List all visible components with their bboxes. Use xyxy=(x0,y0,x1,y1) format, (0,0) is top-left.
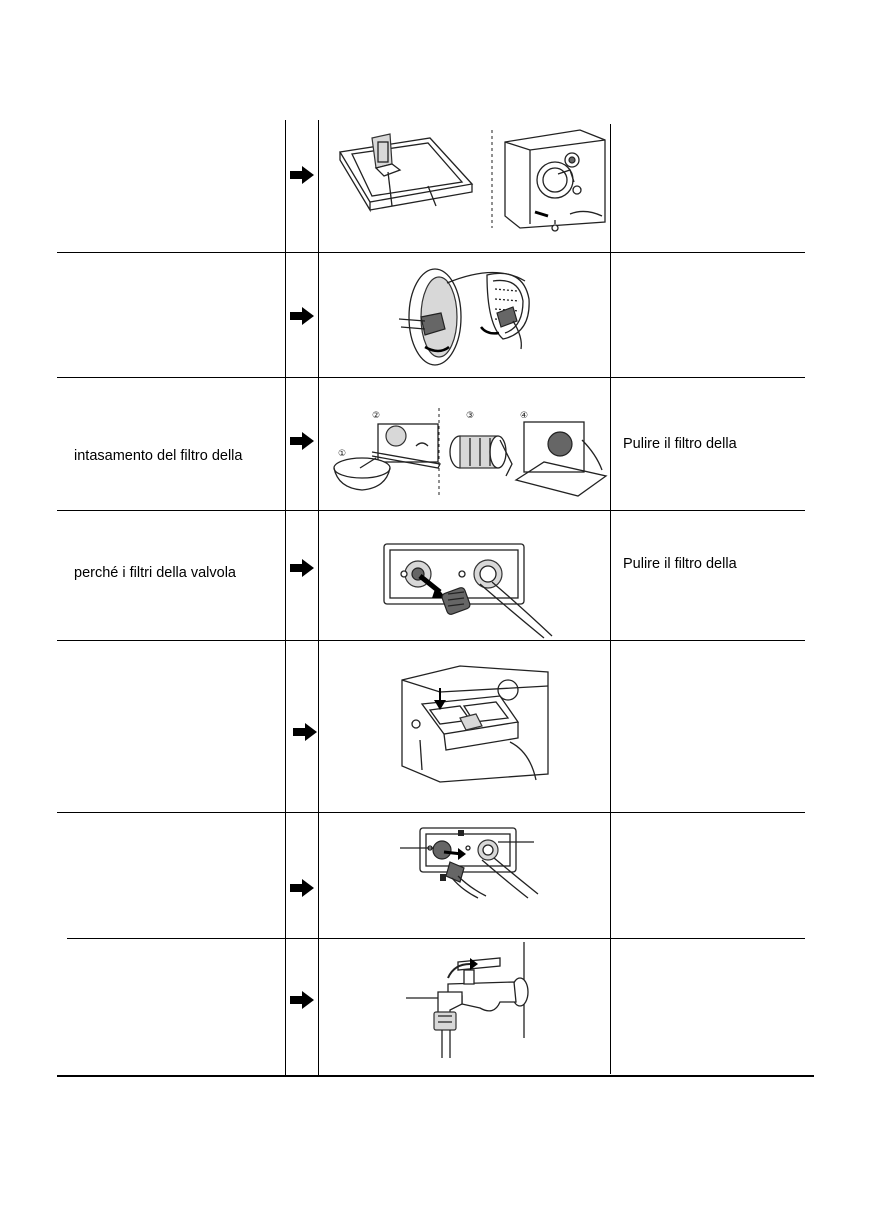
row-divider-3 xyxy=(57,510,805,511)
cause-text-row-3: intasamento del filtro della xyxy=(74,448,243,464)
door-gasket-cleaning-illustration xyxy=(395,255,545,375)
right-arrow-icon xyxy=(292,722,318,742)
solution-text-row-4: Pulire il filtro della xyxy=(623,556,737,572)
cause-text-row-4: perché i filtri della valvola xyxy=(74,565,236,581)
row-divider-5 xyxy=(57,812,805,813)
row-divider-2 xyxy=(57,377,805,378)
step-3-label: ③ xyxy=(466,411,475,421)
step-1-label: ① xyxy=(338,449,347,459)
right-arrow-icon xyxy=(289,990,315,1010)
right-arrow-icon xyxy=(289,558,315,578)
detergent-drawer-illustration xyxy=(400,662,550,786)
row-divider-6 xyxy=(67,938,805,939)
inlet-hose-connection-illustration xyxy=(398,818,548,904)
right-arrow-icon xyxy=(289,878,315,898)
right-arrow-icon xyxy=(289,431,315,451)
column-divider-1 xyxy=(285,120,286,1076)
right-arrow-icon xyxy=(289,165,315,185)
packaging-base-and-transit-bolts-illustration xyxy=(330,124,610,244)
column-divider-3 xyxy=(610,124,611,1074)
solution-text-row-3: Pulire il filtro della xyxy=(623,436,737,452)
step-2-label: ② xyxy=(372,411,381,421)
step-4-label: ④ xyxy=(520,411,529,421)
drain-filter-cleaning-illustration xyxy=(320,404,610,504)
column-divider-2 xyxy=(318,120,319,1076)
row-divider-1 xyxy=(57,252,805,253)
table-bottom-rule xyxy=(57,1075,814,1077)
inlet-valve-filter-illustration xyxy=(380,540,560,640)
water-tap-illustration xyxy=(404,942,534,1060)
right-arrow-icon xyxy=(289,306,315,326)
row-divider-4 xyxy=(57,640,805,641)
